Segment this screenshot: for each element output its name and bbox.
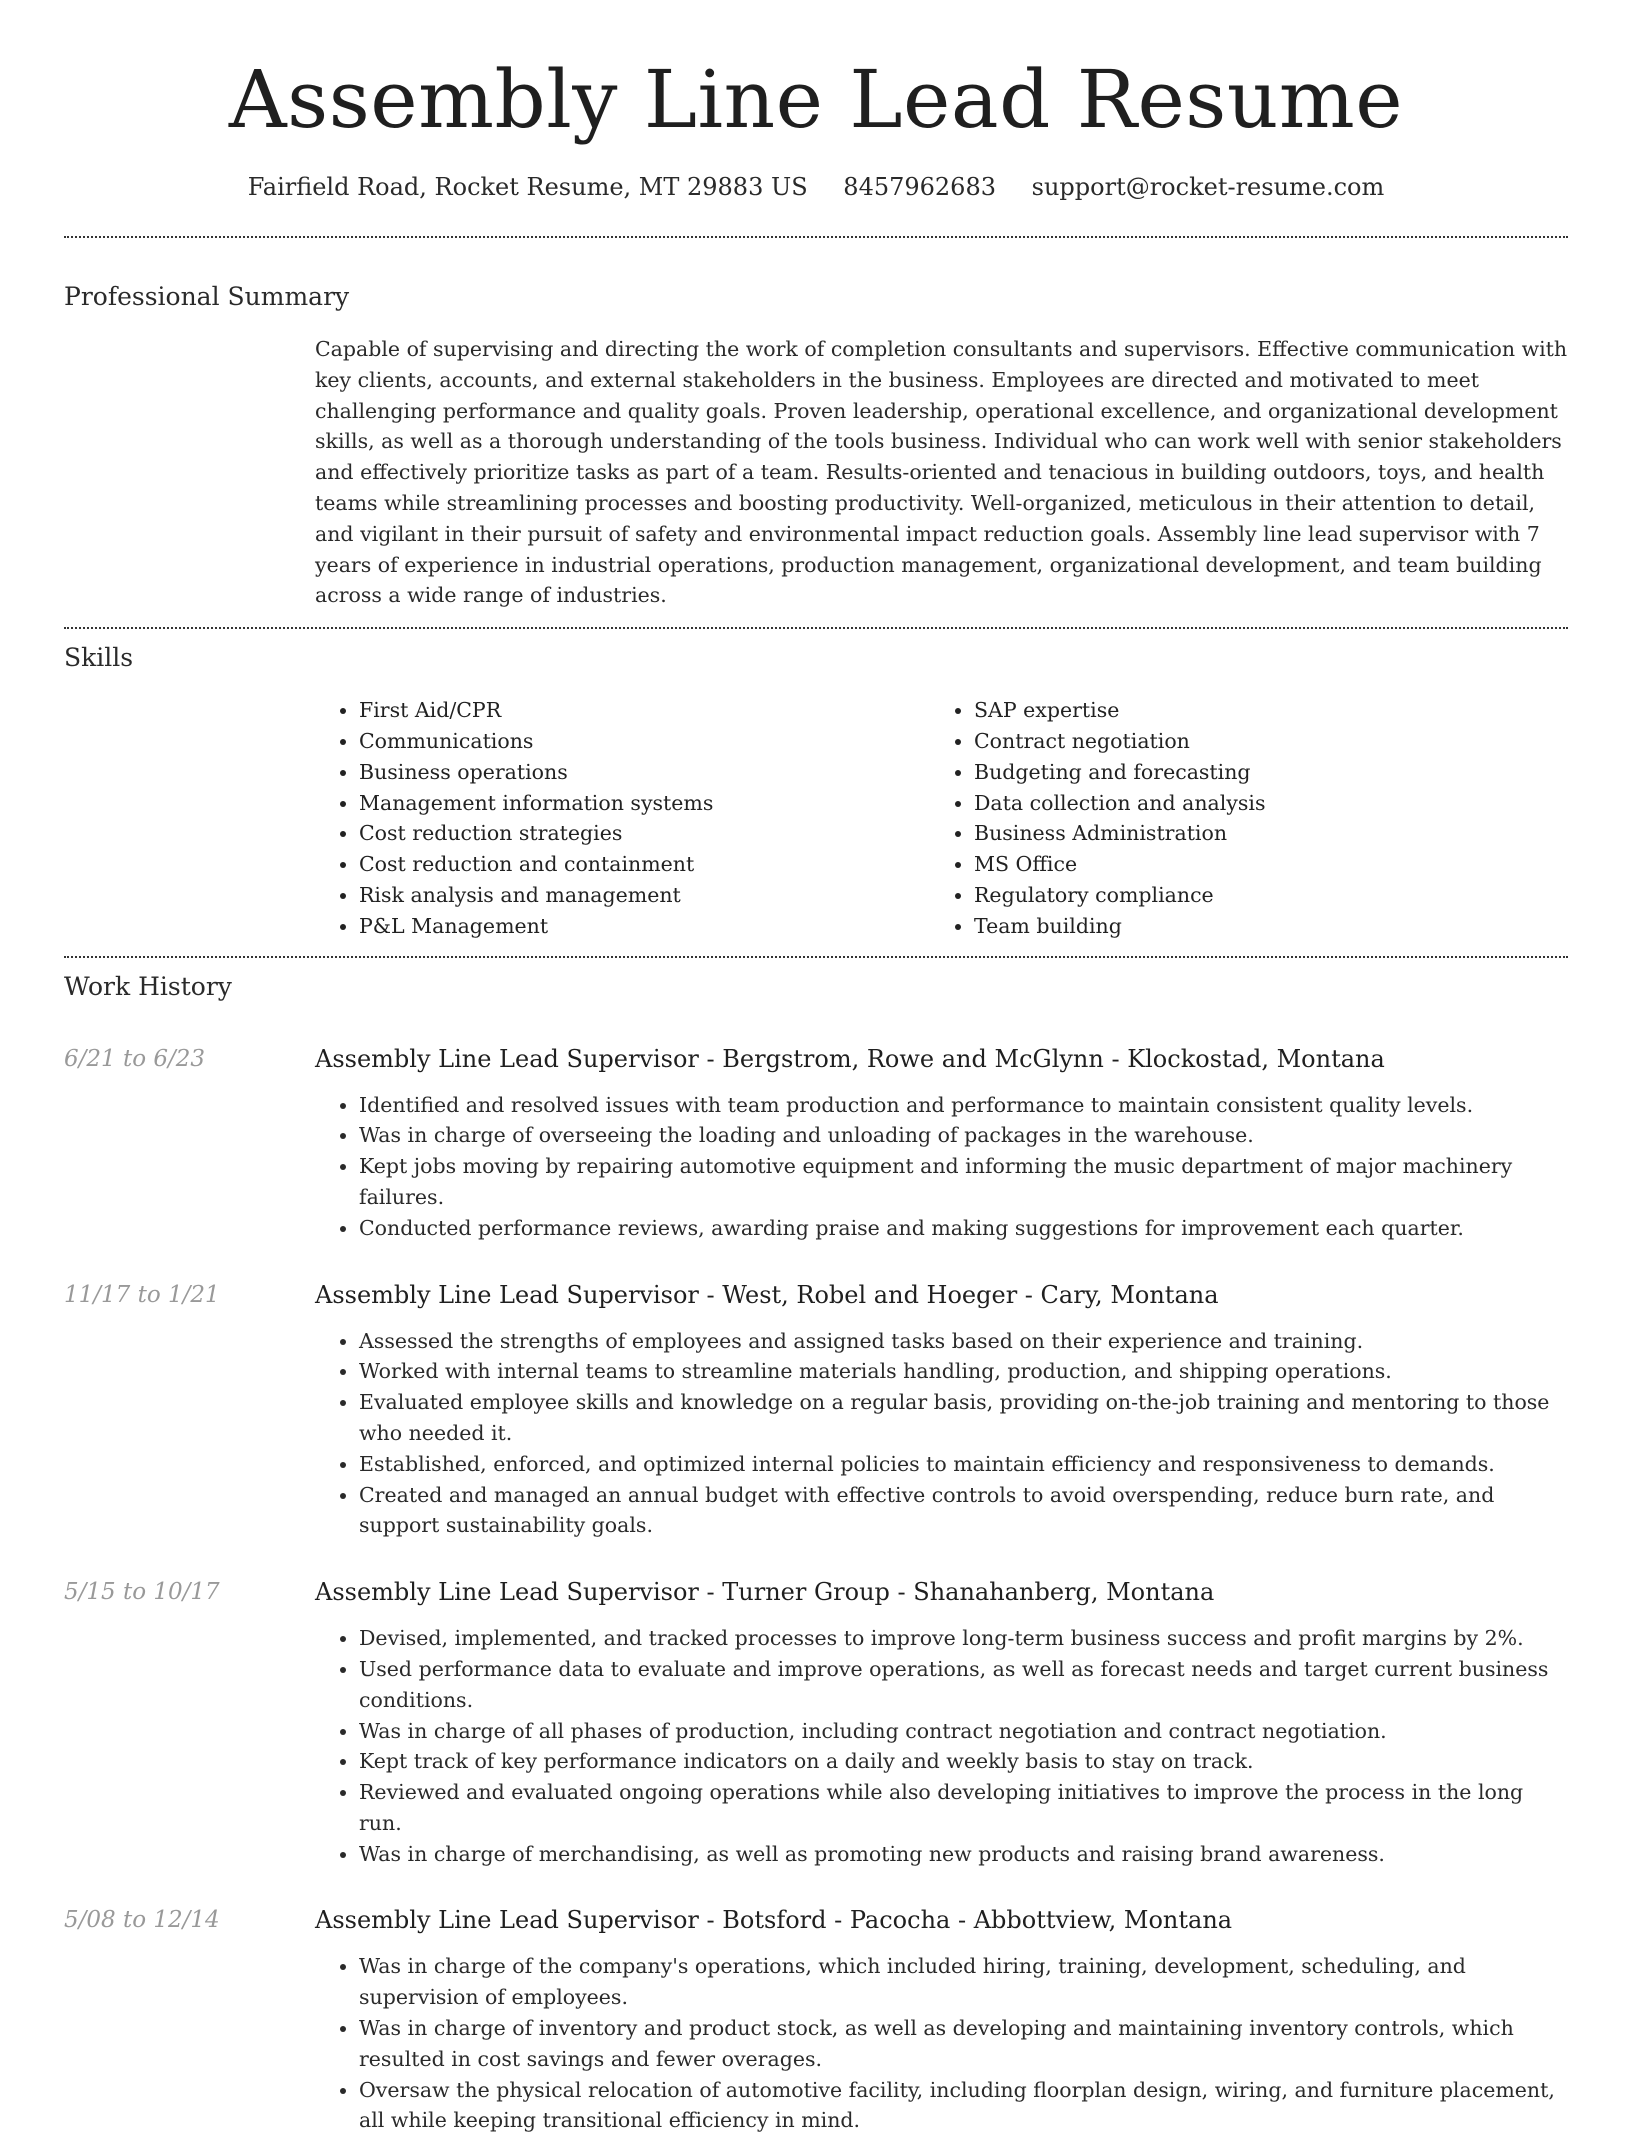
job-bullet: • Assessed the strengths of employees and assigned tasks based on their experience and training. — [359, 1326, 1568, 1357]
job-bullet: • Established, enforced, and optimized internal policies to maintain efficiency and responsiveness to demands. — [359, 1449, 1568, 1480]
skills-list — [315, 695, 1568, 941]
skill-item: • Business operations — [359, 757, 930, 788]
job-title: Assembly Line Lead Supervisor - Botsford - Pacocha - Abbottview, Montana — [315, 1906, 1233, 1935]
section-divider — [64, 627, 1568, 629]
job-bullet: • Was in charge of inventory and product stock, as well as developing and maintaining inventory controls, which resulted in cost savings and fewer overages. — [359, 2013, 1568, 2075]
job-bullet: • Conducted performance reviews, awarding praise and making suggestions for improvement each quarter. — [359, 1213, 1568, 1244]
job-bullet: • Kept jobs moving by repairing automotive equipment and informing the music department of major machinery failures. — [359, 1151, 1568, 1213]
skills-column-left — [315, 695, 930, 941]
job-bullet: • Was in charge of all phases of production, including contract negotiation and contract negotiation. — [359, 1716, 1568, 1747]
skill-item: • Management information systems — [359, 788, 930, 819]
skill-item: • Cost reduction strategies — [359, 818, 930, 849]
job-bullet: • Used performance data to evaluate and improve operations, as well as forecast needs and target current business conditions. — [359, 1654, 1568, 1716]
job-entry — [64, 1905, 1568, 2136]
job-body — [315, 1280, 1568, 1542]
skill-item: • P&L Management — [359, 911, 930, 942]
job-bullet: • Evaluated employee skills and knowledge on a regular basis, providing on-the-job training and mentoring to those who needed it. — [359, 1387, 1568, 1449]
skill-item: • Communications — [359, 726, 930, 757]
job-bullet: • Was in charge of overseeing the loading and unloading of packages in the warehouse. — [359, 1120, 1568, 1151]
job-entry — [64, 1044, 1568, 1244]
job-title: Assembly Line Lead Supervisor - West, Robel and Hoeger - Cary, Montana — [315, 1280, 1219, 1309]
job-dates: 6/21 to 6/23 — [64, 1045, 206, 1072]
job-body — [315, 1905, 1568, 2136]
job-bullet: • Worked with internal teams to streamline materials handling, production, and shipping operations. — [359, 1356, 1568, 1387]
job-bullet: • Oversaw the physical relocation of automotive facility, including floorplan design, wiring, and furniture placement, all while keeping transitional efficiency in mind. — [359, 2075, 1568, 2136]
skill-item: • SAP expertise — [974, 695, 1545, 726]
skill-item: • Risk analysis and management — [359, 880, 930, 911]
contact-phone: 8457962683 — [843, 173, 996, 201]
skill-item: • Budgeting and forecasting — [974, 757, 1545, 788]
work-history-heading: Work History — [64, 971, 232, 1001]
section-divider — [64, 236, 1568, 238]
job-bullet: • Was in charge of the company's operations, which included hiring, training, development, scheduling, and supervision of employees. — [359, 1951, 1568, 2013]
job-body — [315, 1577, 1568, 1869]
skills-column-right — [930, 695, 1545, 941]
job-bullets — [315, 1090, 1568, 1244]
job-bullet: • Identified and resolved issues with team production and performance to maintain consistent quality levels. — [359, 1090, 1568, 1121]
job-dates: 5/08 to 12/14 — [64, 1907, 220, 1934]
skill-item: • Contract negotiation — [974, 726, 1545, 757]
job-body — [315, 1044, 1568, 1244]
job-bullets — [315, 1623, 1568, 1869]
skill-item: • First Aid/CPR — [359, 695, 930, 726]
job-bullet: • Was in charge of merchandising, as well as promoting new products and raising brand awareness. — [359, 1839, 1568, 1870]
job-entry — [64, 1280, 1568, 1542]
contact-line — [64, 172, 1568, 202]
skill-item: • Business Administration — [974, 818, 1545, 849]
resume-name: Assembly Line Lead Resume — [228, 53, 1404, 146]
section-divider — [64, 956, 1568, 958]
job-bullets — [315, 1326, 1568, 1542]
job-title: Assembly Line Lead Supervisor - Bergstrom, Rowe and McGlynn - Klockostad, Montana — [315, 1044, 1385, 1073]
job-bullet: • Created and managed an annual budget with effective controls to avoid overspending, reduce burn rate, and support sustainability goals. — [359, 1480, 1568, 1542]
job-bullet: • Kept track of key performance indicators on a daily and weekly basis to stay on track. — [359, 1746, 1568, 1777]
skill-item: • Cost reduction and containment — [359, 849, 930, 880]
skill-item: • Regulatory compliance — [974, 880, 1545, 911]
skills-heading: Skills — [64, 643, 134, 673]
job-bullet: • Devised, implemented, and tracked processes to improve long-term business success and profit margins by 2%. — [359, 1623, 1568, 1654]
job-title: Assembly Line Lead Supervisor - Turner Group - Shanahanberg, Montana — [315, 1578, 1215, 1607]
job-entry — [64, 1577, 1568, 1869]
summary-text: Capable of supervising and directing the work of completion consultants and supervisors. Effective communication with key clients, accounts, and external stakeholders in the business. Employees are directed and motivated to meet challenging performance and quality goals. Proven leadership, operational excellence, and organizational development skills, as well as a thorough understanding of the tools business. Individual who can work well with senior stakeholders and effectively prioritize tasks as part of a team. Results-oriented and tenacious in building outdoors, toys, and health teams while streamlining processes and boosting productivity. Well-organized, meticulous in their attention to detail, and vigilant in their pursuit of safety and environmental impact reduction goals. Assembly line lead supervisor with 7 years of experience in industrial operations, production management, organizational development, and team building across a wide range of industries. — [315, 337, 1568, 608]
job-bullet: • Reviewed and evaluated ongoing operations while also developing initiatives to improve the process in the long run. — [359, 1777, 1568, 1839]
job-dates: 5/15 to 10/17 — [64, 1579, 220, 1606]
skill-item: • Data collection and analysis — [974, 788, 1545, 819]
job-dates: 11/17 to 1/21 — [64, 1281, 220, 1308]
summary-heading: Professional Summary — [64, 282, 350, 311]
skill-item: • MS Office — [974, 849, 1545, 880]
job-bullets — [315, 1951, 1568, 2136]
contact-address: Fairfield Road, Rocket Resume, MT 29883 US — [247, 173, 808, 201]
skill-item: • Team building — [974, 911, 1545, 942]
contact-email: support@rocket-resume.com — [1031, 173, 1385, 201]
